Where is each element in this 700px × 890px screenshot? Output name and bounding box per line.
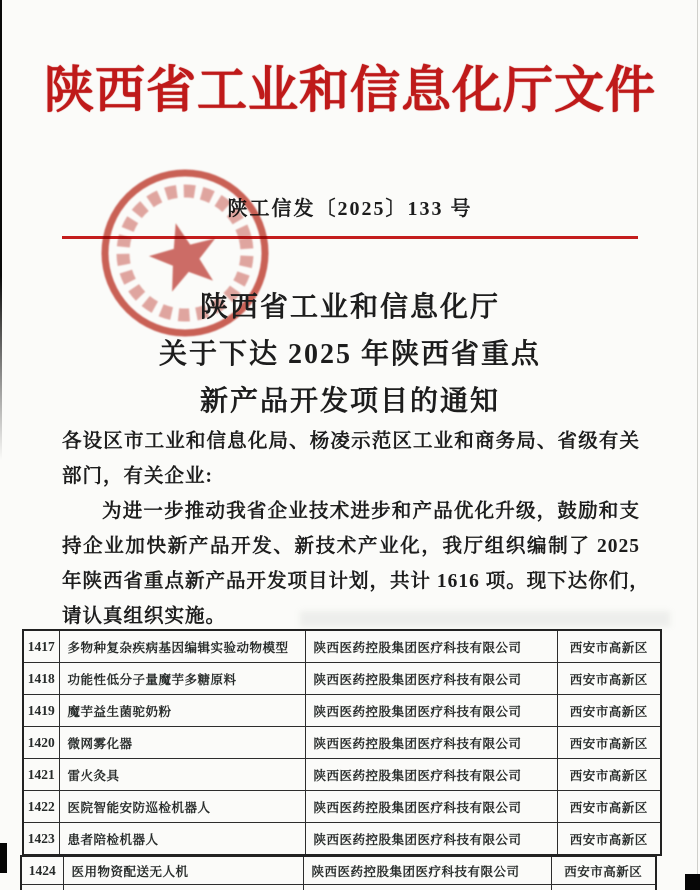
project-table-body [23,630,661,855]
table-row [23,727,661,759]
district-cell: 西安市高新区 [557,695,661,727]
salutation-line: 部门，有关企业: [62,466,213,487]
scan-edge-right [697,0,698,890]
table-row [23,663,661,695]
notice-body [62,424,650,634]
row-no-cell: 1423 [23,823,59,856]
project-table-next-page-body [21,856,656,890]
district-cell: 西安市高新区 [557,630,661,663]
district-cell: 西安市高新区 [557,791,661,823]
product-name-cell: 多物种复杂疾病基因编辑实验动物模型 [59,630,305,663]
scan-edge-left-bar [0,843,7,873]
body-line: 为进一步推动我省企业技术进步和产品优化升级，鼓励和支 [102,501,640,522]
row-no-cell: 1418 [23,663,59,695]
seal-star-icon [149,223,215,291]
company-name-cell: 陕西医药控股集团医疗科技有限公司 [303,856,551,885]
product-name-cell: 医院智能安防巡检机器人 [59,791,305,823]
body-line: 请认真组织实施。 [62,606,227,627]
notice-title-line-2: 关于下达 2025 年陕西省重点 [158,339,541,370]
scan-corner-mark [685,874,700,890]
table-row [23,791,661,823]
letterhead-title: 陕西省工业和信息化厅文件 [44,62,656,118]
company-name-cell: 陕西医药控股集团医疗科技有限公司 [305,727,557,759]
table-row [23,759,661,791]
body-line: 年陕西省重点新产品开发项目计划，共计 1616 项。现下达你们， [62,571,650,592]
table-row [21,856,656,885]
district-cell: 西安市高新区 [557,727,661,759]
table-row [23,630,661,663]
cut-off-cell [551,885,656,890]
cut-off-cell [303,885,551,890]
notice-title-line-3: 新产品开发项目的通知 [199,386,500,417]
company-name-cell: 陕西医药控股集团医疗科技有限公司 [305,695,557,727]
notice-title-line-1: 陕西省工业和信息化厅 [199,292,500,323]
company-name-cell: 陕西医药控股集团医疗科技有限公司 [305,759,557,791]
product-name-cell: 患者陪检机器人 [59,823,305,856]
product-name-cell: 微网雾化器 [59,727,305,759]
product-name-cell: 魔芋益生菌驼奶粉 [59,695,305,727]
table-row [23,823,661,856]
cut-off-cell [63,885,303,890]
table-row [23,695,661,727]
company-name-cell: 陕西医药控股集团医疗科技有限公司 [305,791,557,823]
row-no-cell: 1424 [21,856,63,885]
district-cell: 西安市高新区 [557,759,661,791]
district-cell: 西安市高新区 [551,856,656,885]
district-cell: 西安市高新区 [557,663,661,695]
body-line: 持企业加快新产品开发、新技术产业化，我厅组织编制了 2025 [62,536,640,557]
salutation-line: 各设区市工业和信息化局、杨凌示范区工业和商务局、省级有关 [62,431,640,452]
district-cell: 西安市高新区 [557,823,661,856]
row-no-cell: 1419 [23,695,59,727]
notice-title [0,284,700,425]
red-divider-line [62,236,638,239]
cut-off-row [21,885,656,890]
company-name-cell: 陕西医药控股集团医疗科技有限公司 [305,630,557,663]
cut-off-cell [21,885,63,890]
project-table [22,629,662,856]
company-name-cell: 陕西医药控股集团医疗科技有限公司 [305,823,557,856]
company-name-cell: 陕西医药控股集团医疗科技有限公司 [305,663,557,695]
row-no-cell: 1420 [23,727,59,759]
product-name-cell: 医用物资配送无人机 [63,856,303,885]
row-no-cell: 1417 [23,630,59,663]
row-no-cell: 1421 [23,759,59,791]
project-table-next-page [20,855,657,890]
product-name-cell: 雷火灸具 [59,759,305,791]
product-name-cell: 功能性低分子量魔芋多糖原料 [59,663,305,695]
row-no-cell: 1422 [23,791,59,823]
doc-number: 陕工信发〔2025〕133 号 [227,198,473,220]
